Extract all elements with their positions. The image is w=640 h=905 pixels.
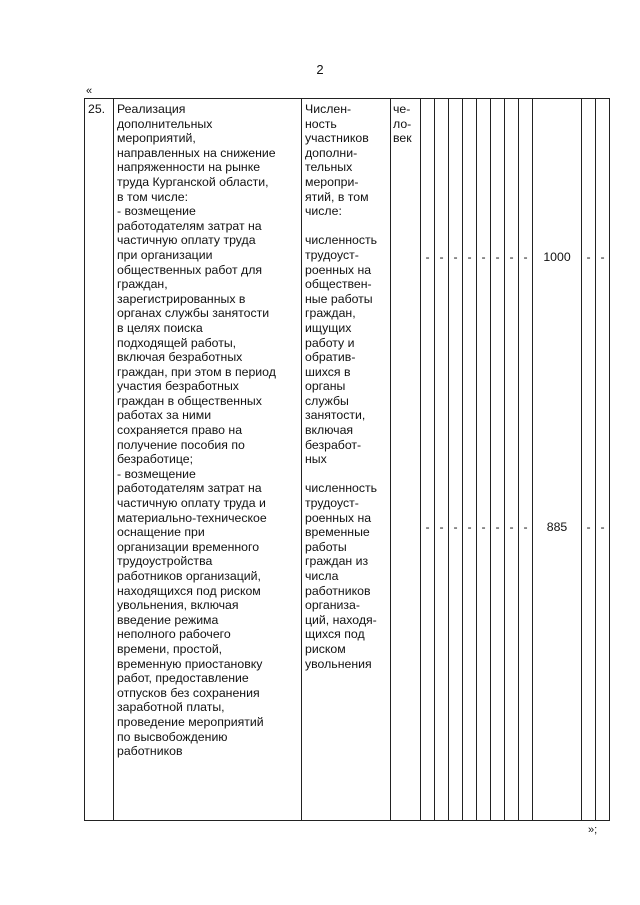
closing-quote: »; xyxy=(588,824,598,836)
value-cell xyxy=(449,99,463,821)
value-1-col-1: - xyxy=(425,250,430,264)
value-2-col-6: - xyxy=(495,520,500,534)
value-2-col-8: - xyxy=(523,520,528,534)
value-2-col-10: - xyxy=(586,520,591,534)
value-2-col-2: - xyxy=(439,520,444,534)
value-cell xyxy=(505,99,519,821)
value-2-col-5: - xyxy=(481,520,486,534)
value-1-col-10: - xyxy=(586,250,591,264)
unit-label: че- ло- век xyxy=(393,102,412,146)
value-1-col-3: - xyxy=(453,250,458,264)
indicator-part-1: численность трудоуст- роенных на обществен- ные работы граждан, ищущих работу и обратив- шихся в органы службы занятости, включая безработ- ных xyxy=(305,233,378,467)
row-number: 25. xyxy=(85,99,114,821)
value-1-col-4: - xyxy=(467,250,472,264)
value-2-col-4: - xyxy=(467,520,472,534)
value-cell xyxy=(435,99,449,821)
measure-name-intro: Реализация дополнительных мероприятий, направленных на снижение напряженности на рынке труда Курганской области, в том числе: xyxy=(117,102,276,204)
page-number: 2 xyxy=(316,62,324,77)
value-2-col-3: - xyxy=(453,520,458,534)
value-1-col-6: - xyxy=(495,250,500,264)
opening-quote: « xyxy=(86,85,93,97)
value-2-col-7: - xyxy=(509,520,514,534)
value-1-col-2: - xyxy=(439,250,444,264)
indicator-part-2: численность трудоуст- роенных на временные работы граждан из числа работников организа- ций, находя- щихся под риском увольнения xyxy=(305,481,378,671)
indicator-cell xyxy=(302,99,391,821)
measure-name-part-2: - возмещение работодателям затрат на частичную оплату труда и материально-техническое оснащение при организации временного трудоустройства работников организаций, находящихся под риском увольнения, включая введение режима неполного рабочего времени, простой, временную приостановку работ, предоставление отпусков без сохранения заработной платы, проведение мероприятий по высвобождению работников xyxy=(117,466,267,759)
value-2-col-9: 885 xyxy=(546,520,568,534)
value-1-col-5: - xyxy=(481,250,486,264)
value-cell xyxy=(477,99,491,821)
measure-name-cell xyxy=(114,99,302,821)
measure-name-part-1: - возмещение работодателям затрат на частичную оплату труда при организации общественных работ для граждан, зарегистрированных в органах службы занятости в целях поиска подходящей работы, включая безработных граждан, при этом в период участия безработных граждан в общественных работах за ними сохраняется право на получение пособия по безработице; xyxy=(117,204,276,467)
value-cell xyxy=(519,99,533,821)
value-1-col-11: - xyxy=(600,250,605,264)
value-cell xyxy=(533,99,582,821)
table-row xyxy=(85,99,610,821)
value-1-col-8: - xyxy=(523,250,528,264)
value-2-col-1: - xyxy=(425,520,430,534)
value-cell xyxy=(491,99,505,821)
indicator-intro: Числен- ность участников дополни- тельных меропри- ятий, в том числе: xyxy=(305,102,369,219)
value-cell xyxy=(463,99,477,821)
value-2-col-11: - xyxy=(600,520,605,534)
value-1-col-9: 1000 xyxy=(543,250,571,264)
value-cell xyxy=(582,99,596,821)
value-cell xyxy=(596,99,610,821)
unit-cell xyxy=(391,99,421,821)
value-1-col-7: - xyxy=(509,250,514,264)
measures-table xyxy=(84,98,610,821)
value-cell xyxy=(421,99,435,821)
